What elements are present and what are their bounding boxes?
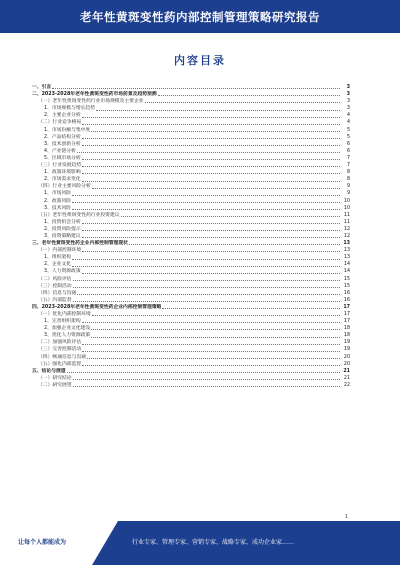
toc-entry-page: 20 xyxy=(343,361,350,367)
toc-entry-page: 17 xyxy=(343,304,350,310)
toc-leader-dots xyxy=(162,308,340,309)
toc-leader-dots xyxy=(82,159,340,160)
toc-entry-page: 16 xyxy=(343,290,350,296)
toc-entry[interactable] xyxy=(32,141,350,148)
toc-entry-label: （二）风险评估 xyxy=(38,276,72,282)
toc-entry[interactable] xyxy=(32,268,350,275)
toc-entry-label: 1、组织架构 xyxy=(44,255,72,261)
toc-entry-page: 7 xyxy=(346,155,350,161)
toc-entry-label: 3、技术风险 xyxy=(44,205,72,211)
page-number: 1 xyxy=(344,514,348,520)
toc-entry-page: 6 xyxy=(346,148,350,154)
toc-entry-label: （一）优化内部控制环境 xyxy=(38,312,91,317)
toc-entry[interactable] xyxy=(32,119,350,126)
toc-leader-dots xyxy=(87,358,340,359)
footer-slogan-left: 让每个人都能成为 xyxy=(18,539,67,546)
toc-entry-page: 19 xyxy=(343,347,350,353)
toc-entry[interactable] xyxy=(32,176,350,183)
toc-entry[interactable] xyxy=(32,368,350,375)
toc-entry[interactable] xyxy=(32,318,350,325)
toc-entry-label: 1、政策环境影响 xyxy=(44,170,81,176)
toc-entry-page: 9 xyxy=(346,184,350,190)
toc-entry-page: 13 xyxy=(343,248,350,254)
toc-entry[interactable] xyxy=(32,190,350,197)
toc-leader-dots xyxy=(91,337,340,338)
toc-entry[interactable] xyxy=(32,155,350,162)
toc-entry[interactable] xyxy=(32,98,350,105)
toc-entry[interactable] xyxy=(32,332,350,339)
toc-leader-dots xyxy=(52,88,340,89)
toc-entry[interactable] xyxy=(32,91,350,98)
toc-leader-dots xyxy=(145,102,340,103)
toc-leader-dots xyxy=(82,230,340,231)
toc-entry[interactable] xyxy=(32,127,350,134)
toc-entry-label: 2、加强企业文化建设 xyxy=(44,326,91,332)
toc-entry-label: （四）畅通信息与沟通 xyxy=(38,354,86,360)
report-header xyxy=(0,0,400,33)
toc-entry-label: 3、技术创新分析 xyxy=(44,141,81,147)
toc-entry-label: （一）内部控制环境 xyxy=(38,248,82,254)
toc-heading: 内容目录 xyxy=(174,54,226,67)
toc-leader-dots xyxy=(92,315,340,316)
toc-leader-dots xyxy=(82,124,340,125)
toc-entry-label: 1、市场规模与增长趋势 xyxy=(44,106,96,112)
toc-entry-label: 1、投资机会分析 xyxy=(44,219,81,225)
toc-entry[interactable] xyxy=(32,283,350,290)
toc-entry-page: 20 xyxy=(343,354,350,360)
toc-entry[interactable] xyxy=(32,198,350,205)
toc-entry-page: 13 xyxy=(343,255,350,261)
toc-entry-label: （三）行业发展趋势 xyxy=(38,163,82,169)
toc-leader-dots xyxy=(72,259,340,260)
toc-leader-dots xyxy=(92,188,340,189)
toc-entry-label: （五）内部监督 xyxy=(38,297,72,303)
toc-entry[interactable] xyxy=(32,325,350,332)
toc-entry-label: 2、市场需求变化 xyxy=(44,177,81,183)
toc-entry-page: 13 xyxy=(343,241,350,247)
toc-entry[interactable] xyxy=(32,261,350,268)
toc-leader-dots xyxy=(82,237,340,238)
toc-entry-page: 3 xyxy=(346,92,350,98)
toc-entry-page: 4 xyxy=(346,120,350,126)
toc-leader-dots xyxy=(73,379,340,380)
footer-slogan-right: 行业专家、管理专家、营销专家、战略专家、成功企业家…… xyxy=(132,539,295,546)
toc-entry[interactable] xyxy=(32,297,350,304)
toc-leader-dots xyxy=(72,266,340,267)
toc-entry[interactable] xyxy=(32,169,350,176)
toc-entry-page: 12 xyxy=(343,233,350,239)
toc-entry-page: 22 xyxy=(343,382,350,388)
toc-entry-label: 三、老年性黄斑变性药企业内部控制管理现状 xyxy=(32,241,128,247)
toc-entry-page: 17 xyxy=(343,312,350,317)
toc-entry[interactable] xyxy=(32,354,350,361)
toc-entry-page: 14 xyxy=(343,262,350,268)
toc-entry-page: 21 xyxy=(343,375,350,381)
toc-entry-page: 18 xyxy=(343,326,350,332)
toc-entry[interactable] xyxy=(32,311,350,318)
toc-entry[interactable] xyxy=(32,212,350,219)
toc-leader-dots xyxy=(158,95,340,96)
toc-leader-dots xyxy=(96,110,340,111)
toc-leader-dots xyxy=(82,145,340,146)
toc-entry[interactable] xyxy=(32,346,350,353)
toc-leader-dots xyxy=(77,152,340,153)
report-title: 老年性黄斑变性药内部控制管理策略研究报告 xyxy=(80,9,320,24)
toc-leader-dots xyxy=(91,329,340,330)
toc-entry-page: 15 xyxy=(343,276,350,282)
toc-entry-page: 6 xyxy=(346,141,350,147)
footer-banner xyxy=(0,521,400,565)
toc-leader-dots xyxy=(82,117,340,118)
toc-entry[interactable] xyxy=(32,240,350,247)
toc-entry-page: 10 xyxy=(343,198,350,204)
toc-entry[interactable] xyxy=(32,361,350,368)
toc-entry[interactable] xyxy=(32,112,350,119)
toc-entry-page: 15 xyxy=(343,283,350,289)
toc-entry[interactable] xyxy=(32,233,350,240)
toc-entry-label: 3、投资策略建议 xyxy=(44,233,81,239)
toc-leader-dots xyxy=(82,351,340,352)
toc-entry-page: 7 xyxy=(346,163,350,169)
toc-leader-dots xyxy=(82,223,340,224)
toc-leader-dots xyxy=(67,372,340,373)
toc-entry-label: （三）控制活动 xyxy=(38,283,72,289)
toc-entry-label: （一）研究结论 xyxy=(38,375,72,381)
toc-entry-label: 2、政策风险 xyxy=(44,198,72,204)
toc-entry-label: 1、市场份额与集中度 xyxy=(44,127,91,133)
toc-entry-page: 12 xyxy=(343,226,350,232)
toc-entry-page: 3 xyxy=(346,85,350,90)
toc-entry[interactable] xyxy=(32,290,350,297)
toc-entry-label: 2、企业文化 xyxy=(44,262,72,268)
toc-entry-page: 18 xyxy=(343,333,350,339)
toc-entry-label: （二）加强风险评估 xyxy=(38,340,82,346)
toc-entry[interactable] xyxy=(32,84,350,91)
toc-entry[interactable] xyxy=(32,105,350,112)
toc-leader-dots xyxy=(72,195,340,196)
toc-entry-page: 4 xyxy=(346,113,350,119)
toc-entry[interactable] xyxy=(32,219,350,226)
toc-leader-dots xyxy=(73,301,340,302)
toc-entry-page: 14 xyxy=(343,269,350,275)
table-of-contents xyxy=(32,84,350,524)
toc-entry-label: 2、主要企业分析 xyxy=(44,113,81,119)
toc-leader-dots xyxy=(121,216,340,217)
toc-entry-label: 一、引言 xyxy=(32,85,52,90)
toc-entry-page: 11 xyxy=(343,212,350,218)
toc-entry-label: 3、优化人力资源政策 xyxy=(44,333,91,339)
toc-leader-dots xyxy=(91,131,340,132)
toc-leader-dots xyxy=(82,181,340,182)
toc-entry-label: 3、人力资源政策 xyxy=(44,269,81,275)
toc-entry-label: （四）信息与沟通 xyxy=(38,290,77,296)
toc-entry-page: 21 xyxy=(343,368,350,374)
toc-leader-dots xyxy=(73,386,340,387)
toc-leader-dots xyxy=(82,322,340,323)
toc-entry-page: 8 xyxy=(346,170,350,176)
toc-entry-label: 五、结论与展望 xyxy=(32,368,66,374)
toc-entry[interactable] xyxy=(32,339,350,346)
toc-entry-label: （五）老年性黄斑变性药行业投资建议 xyxy=(38,212,120,218)
toc-leader-dots xyxy=(73,287,340,288)
toc-entry[interactable] xyxy=(32,148,350,155)
toc-entry-label: （四）行业主要风险分析 xyxy=(38,184,91,190)
toc-entry-label: 2、投资风险提示 xyxy=(44,226,81,232)
toc-entry[interactable] xyxy=(32,247,350,254)
toc-leader-dots xyxy=(82,173,340,174)
toc-entry[interactable] xyxy=(32,276,350,283)
toc-leader-dots xyxy=(129,244,340,245)
toc-entry-label: （五）强化内部监督 xyxy=(38,361,82,367)
toc-leader-dots xyxy=(77,294,340,295)
toc-leader-dots xyxy=(82,138,340,139)
toc-entry-page: 16 xyxy=(343,297,350,303)
toc-entry[interactable] xyxy=(32,304,350,311)
toc-entry-page: 10 xyxy=(343,205,350,211)
toc-leader-dots xyxy=(82,344,340,345)
toc-entry-label: 四、2023-2028年老年性黄斑变性药企业内部控制管理策略 xyxy=(32,304,162,310)
toc-entry-label: （二）研究展望 xyxy=(38,382,72,388)
toc-entry-page: 5 xyxy=(346,127,350,133)
toc-entry-page: 8 xyxy=(346,177,350,183)
toc-entry-page: 11 xyxy=(343,219,350,225)
toc-entry-page: 17 xyxy=(343,319,350,325)
toc-entry-page: 3 xyxy=(346,106,350,112)
toc-entry-label: 2、产品结构分析 xyxy=(44,134,81,140)
toc-entry-label: （二）行业竞争格局 xyxy=(38,120,82,126)
toc-leader-dots xyxy=(82,251,340,252)
toc-entry-page: 5 xyxy=(346,134,350,140)
toc-entry-label: 1、完善组织架构 xyxy=(44,319,81,325)
toc-leader-dots xyxy=(82,273,340,274)
toc-entry-label: （三）完善控制活动 xyxy=(38,347,82,353)
toc-leader-dots xyxy=(72,202,340,203)
toc-entry[interactable] xyxy=(32,205,350,212)
toc-entry-page: 19 xyxy=(343,340,350,346)
toc-entry[interactable] xyxy=(32,162,350,169)
toc-entry-label: （一）老年性黄斑变性药行业市场规模及主要企业 xyxy=(38,99,144,105)
toc-entry[interactable] xyxy=(32,254,350,261)
toc-leader-dots xyxy=(82,365,340,366)
toc-entry[interactable] xyxy=(32,375,350,382)
toc-entry[interactable] xyxy=(32,183,350,190)
toc-entry-page: 3 xyxy=(346,99,350,105)
toc-entry[interactable] xyxy=(32,226,350,233)
toc-entry-label: 5、区域市场分析 xyxy=(44,155,81,161)
toc-entry[interactable] xyxy=(32,382,350,389)
toc-entry[interactable] xyxy=(32,134,350,141)
toc-entry-label: 二、2023-2028年老年性黄斑变性药市场前景及趋势预测 xyxy=(32,92,157,98)
toc-entry-label: 1、市场风险 xyxy=(44,191,72,197)
toc-leader-dots xyxy=(73,280,340,281)
toc-entry-page: 9 xyxy=(346,191,350,197)
toc-leader-dots xyxy=(72,209,340,210)
toc-leader-dots xyxy=(82,166,340,167)
toc-entry-label: 4、产业链分析 xyxy=(44,148,76,154)
